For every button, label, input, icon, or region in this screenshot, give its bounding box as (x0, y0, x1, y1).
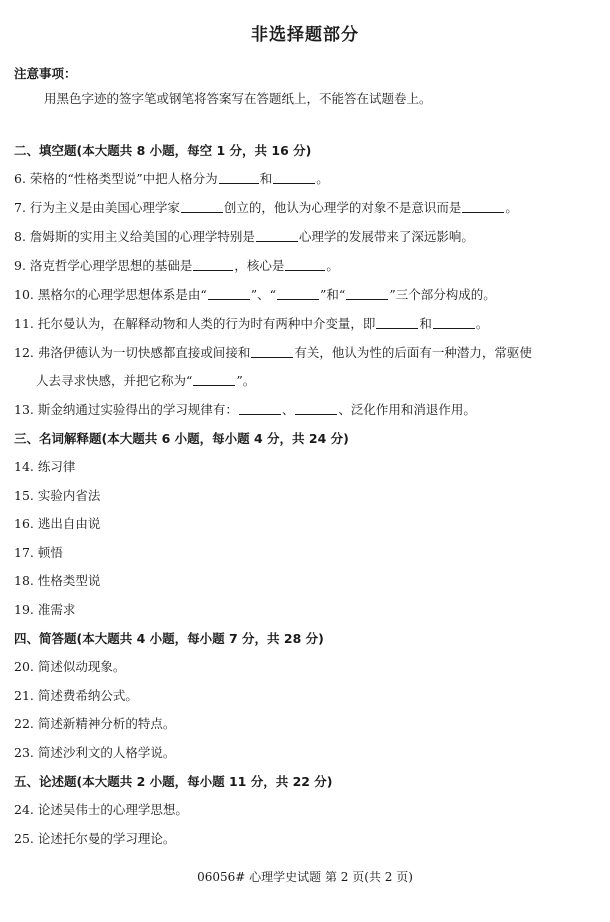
section-2-heading: 二、填空题(本大题共 8 小题，每空 1 分，共 16 分) (14, 143, 312, 158)
answer-blank (277, 286, 319, 300)
answer-blank (208, 286, 250, 300)
question-17: 17. 顿悟 (14, 545, 63, 560)
question-7 (14, 198, 518, 216)
answer-blank (193, 257, 233, 271)
question-11-text-a: 11. 托尔曼认为，在解释动物和人类的行为时有两种中介变量，即 (14, 316, 376, 331)
answer-blank (219, 170, 259, 184)
question-12-text-a: 12. 弗洛伊德认为一切快感都直接或间接和 (14, 345, 251, 360)
answer-blank (376, 315, 418, 329)
question-24: 24. 论述吴伟士的心理学思想。 (14, 802, 188, 817)
answer-blank (251, 344, 293, 358)
question-8 (14, 227, 474, 245)
answer-blank (433, 315, 475, 329)
question-23: 23. 简述沙利文的人格学说。 (14, 745, 176, 760)
answer-blank (346, 286, 388, 300)
question-6-text-a: 6. 荣格的“性格类型说”中把人格分为 (14, 171, 218, 186)
notice-label: 注意事项： (14, 66, 77, 81)
section-4-heading: 四、简答题(本大题共 4 小题，每小题 7 分，共 28 分) (14, 631, 324, 646)
question-6 (14, 169, 329, 187)
notice-text: 用黑色字迹的签字笔或钢笔将答案写在答题纸上，不能答在试题卷上。 (44, 91, 432, 106)
question-8-text-a: 8. 詹姆斯的实用主义给美国的心理学特别是 (14, 229, 255, 244)
answer-blank (193, 372, 235, 386)
question-9 (14, 256, 339, 274)
question-13 (14, 400, 476, 418)
question-18: 18. 性格类型说 (14, 573, 101, 588)
question-7-text-a: 7. 行为主义是由美国心理学家 (14, 200, 180, 215)
question-11-text-c: 。 (475, 316, 489, 331)
answer-blank (181, 199, 223, 213)
question-13-text-b: 、 (281, 402, 295, 417)
question-7-text-c: 。 (505, 200, 518, 215)
question-16: 16. 逃出自由说 (14, 516, 101, 531)
question-25: 25. 论述托尔曼的学习理论。 (14, 831, 176, 846)
question-14: 14. 练习律 (14, 459, 76, 474)
question-20: 20. 简述似动现象。 (14, 659, 126, 674)
question-10 (14, 285, 496, 303)
question-10-text-d: ”三个部分构成的。 (389, 287, 496, 302)
question-21: 21. 简述费希纳公式。 (14, 688, 138, 703)
question-12-text-c: 人去寻求快感，并把它称为“ (36, 373, 193, 388)
question-11-text-b: 和 (419, 316, 432, 331)
answer-blank (285, 257, 325, 271)
question-12-continuation (36, 371, 255, 389)
question-7-text-b: 创立的，他认为心理学的对象不是意识而是 (223, 200, 462, 215)
question-10-text-b: ”、“ (250, 287, 277, 302)
section-3-heading: 三、名词解释题(本大题共 6 小题，每小题 4 分，共 24 分) (14, 431, 349, 446)
question-11 (14, 314, 488, 332)
question-6-text-c: 。 (316, 171, 329, 186)
answer-blank (239, 401, 281, 415)
question-13-text-a: 13. 斯金纳通过实验得出的学习规律有： (14, 402, 238, 417)
question-9-text-b: ，核心是 (234, 258, 285, 273)
question-19: 19. 准需求 (14, 602, 76, 617)
answer-blank (256, 228, 298, 242)
page-title: 非选择题部分 (251, 25, 359, 45)
question-10-text-a: 10. 黑格尔的心理学思想体系是由“ (14, 287, 207, 302)
answer-blank (462, 199, 504, 213)
question-12-text-d: ”。 (236, 373, 256, 388)
question-12-text-b: 有关，他认为性的后面有一种潜力，常驱使 (294, 345, 532, 360)
answer-blank (295, 401, 337, 415)
question-6-text-b: 和 (259, 171, 273, 186)
question-22: 22. 简述新精神分析的特点。 (14, 716, 176, 731)
question-10-text-c: ”和“ (320, 287, 346, 302)
question-9-text-a: 9. 洛克哲学心理学思想的基础是 (14, 258, 193, 273)
question-8-text-b: 心理学的发展带来了深远影响。 (298, 229, 474, 244)
question-12 (14, 343, 532, 361)
question-9-text-c: 。 (326, 258, 339, 273)
page-footer: 06056# 心理学史试题 第 2 页(共 2 页) (197, 870, 413, 884)
section-5-heading: 五、论述题(本大题共 2 小题，每小题 11 分，共 22 分) (14, 774, 333, 789)
question-15: 15. 实验内省法 (14, 488, 101, 503)
answer-blank (273, 170, 315, 184)
question-13-text-c: 、泛化作用和消退作用。 (338, 402, 476, 417)
